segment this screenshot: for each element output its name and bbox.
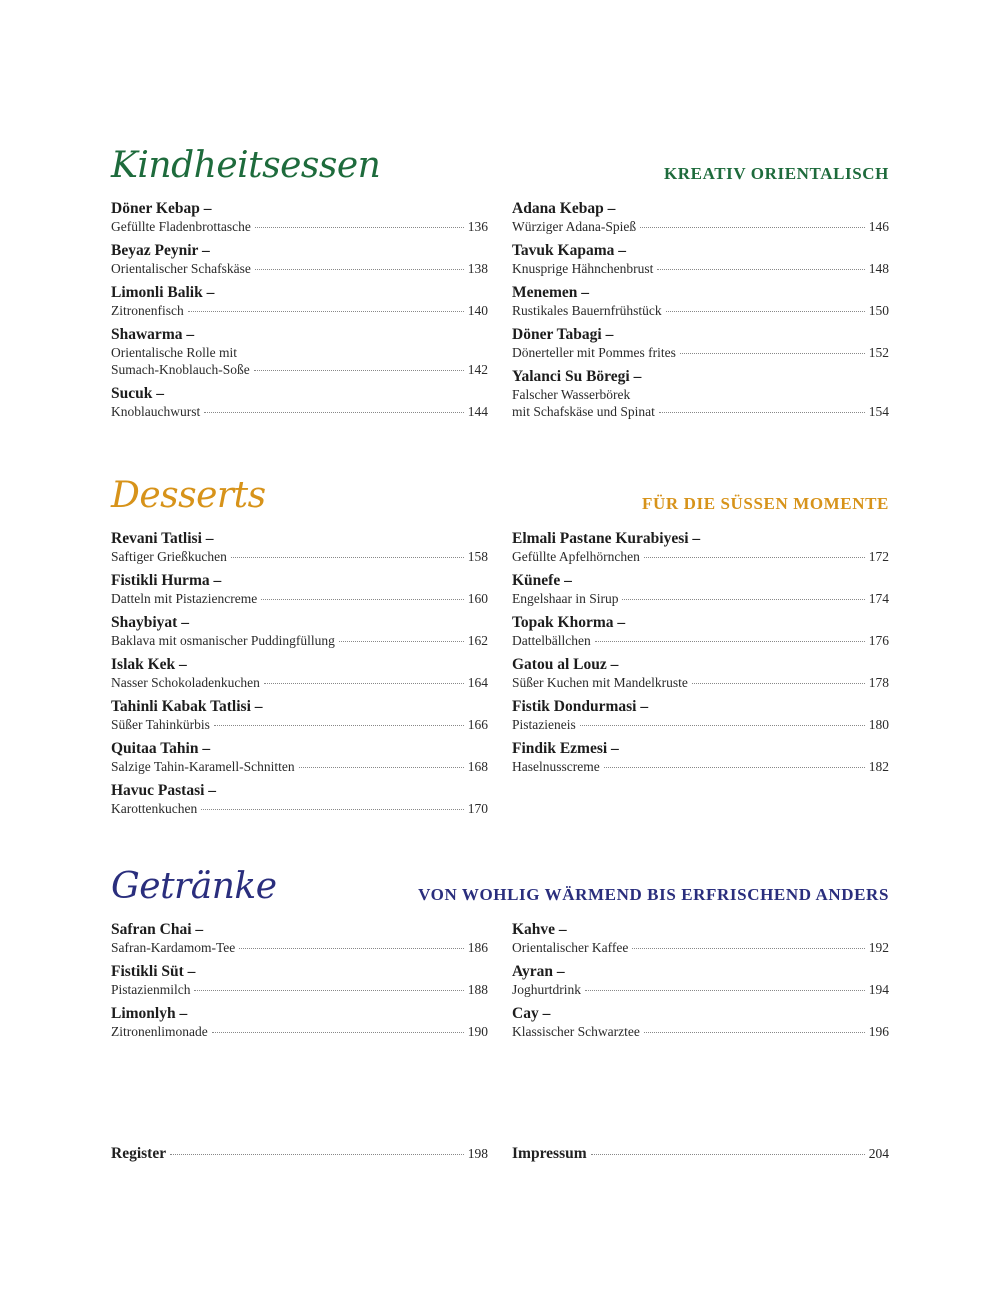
dot-leader [692, 683, 865, 684]
section-subtitle: FÜR DIE SÜSSEN MOMENTE [642, 494, 889, 513]
entries-right-column [512, 200, 889, 427]
toc-entry[interactable] [512, 200, 889, 235]
dot-leader [591, 1154, 865, 1155]
entry-description: Orientalische Rolle mit [111, 345, 237, 360]
dot-leader [585, 990, 865, 991]
entries-left-column [111, 200, 488, 427]
toc-entry[interactable] [111, 284, 488, 319]
entry-description: Knoblauchwurst [111, 404, 201, 419]
entry-title: Menemen – [512, 284, 590, 301]
entry-title: Quitaa Tahin – [111, 740, 211, 757]
toc-entry[interactable] [512, 740, 889, 775]
dot-leader [264, 683, 464, 684]
entries-left-column [111, 530, 488, 824]
entry-title: Revani Tatlisi – [111, 530, 214, 547]
entry-page-number: 170 [467, 801, 488, 816]
entry-page-number: 168 [467, 759, 488, 774]
entry-page-number: 192 [868, 940, 889, 955]
entry-title: Cay – [512, 1005, 551, 1022]
section-getraenke [111, 861, 889, 1039]
entry-page-number: 180 [868, 717, 889, 732]
section-desserts [111, 470, 889, 816]
toc-entry[interactable] [111, 963, 488, 998]
toc-entry[interactable] [512, 921, 889, 956]
dot-leader [595, 641, 865, 642]
entry-description: Knusprige Hähnchenbrust [512, 261, 654, 276]
entry-page-number: 150 [868, 303, 889, 318]
entry-title: Sucuk – [111, 385, 164, 402]
entry-page-number: 164 [467, 675, 488, 690]
entry-description: Orientalischer Schafskäse [111, 261, 251, 276]
toc-entry[interactable] [111, 740, 488, 775]
entry-description: Joghurtdrink [512, 982, 581, 997]
toc-entry[interactable] [512, 530, 889, 565]
entry-title: Tahinli Kabak Tatlisi – [111, 698, 263, 715]
section-title: Desserts [111, 475, 266, 516]
toc-entry[interactable] [512, 963, 889, 998]
entries-right-column [512, 921, 889, 1047]
entry-title: Islak Kek – [111, 656, 187, 673]
toc-entry[interactable] [111, 242, 488, 277]
entry-description: Gefüllte Apfelhörnchen [512, 549, 640, 564]
entry-page-number: 166 [467, 717, 488, 732]
dot-leader [666, 311, 865, 312]
dot-leader [644, 557, 865, 558]
entry-page-number: 172 [868, 549, 889, 564]
section-header [111, 470, 889, 530]
entry-description: Würziger Adana-Spieß [512, 219, 637, 234]
entry-page-number: 136 [467, 219, 488, 234]
entry-description: Falscher Wasserbörek [512, 387, 631, 402]
section-header [111, 861, 889, 921]
entry-description: Haselnusscreme [512, 759, 600, 774]
section-title: Getränke [111, 866, 277, 907]
entry-page-number: 152 [868, 345, 889, 360]
entry-title: Findik Ezmesi – [512, 740, 619, 757]
section-title: Kindheitsessen [111, 145, 381, 186]
entry-title: Elmali Pastane Kurabiyesi – [512, 530, 701, 547]
entry-title: Döner Kebap – [111, 200, 212, 217]
toc-entry[interactable] [512, 326, 889, 361]
impressum-label: Impressum [512, 1145, 587, 1162]
dot-leader [339, 641, 464, 642]
dot-leader [231, 557, 464, 558]
toc-entry[interactable] [111, 572, 488, 607]
entry-page-number: 182 [868, 759, 889, 774]
entry-page-number: 176 [868, 633, 889, 648]
dot-leader [255, 269, 464, 270]
dot-leader [254, 370, 464, 371]
entry-description: Datteln mit Pistaziencreme [111, 591, 258, 606]
section-kindheitsessen [111, 140, 889, 419]
entry-description: Baklava mit osmanischer Puddingfüllung [111, 633, 335, 648]
entry-description: Zitronenlimonade [111, 1024, 208, 1039]
entry-page-number: 188 [467, 982, 488, 997]
entry-page-number: 186 [467, 940, 488, 955]
dot-leader [644, 1032, 865, 1033]
dot-leader [194, 990, 463, 991]
entry-page-number: 178 [868, 675, 889, 690]
toc-entry[interactable] [512, 242, 889, 277]
toc-entry[interactable] [512, 656, 889, 691]
section-subtitle: KREATIV ORIENTALISCH [663, 164, 889, 183]
entry-page-number: 154 [868, 404, 889, 419]
dot-leader [255, 227, 464, 228]
entry-title: Shaybiyat – [111, 614, 189, 631]
dot-leader [580, 725, 865, 726]
entry-title: Ayran – [512, 963, 565, 980]
entry-page-number: 146 [868, 219, 889, 234]
entry-description: Zitronenfisch [111, 303, 184, 318]
dot-leader [632, 948, 864, 949]
entry-title: Safran Chai – [111, 921, 204, 938]
entry-title: Tavuk Kapama – [512, 242, 626, 259]
impressum-entry[interactable] [512, 1145, 889, 1163]
entry-description: Gefüllte Fladenbrottasche [111, 219, 251, 234]
entry-description: Rustikales Bauernfrühstück [512, 303, 662, 318]
entry-description: Sumach-Knoblauch-Soße [111, 362, 250, 377]
toc-entry[interactable] [512, 698, 889, 733]
dot-leader [188, 311, 464, 312]
register-entry[interactable] [111, 1145, 488, 1163]
toc-entry[interactable] [111, 921, 488, 956]
toc-entry[interactable] [111, 326, 488, 378]
dot-leader [622, 599, 864, 600]
entry-description: Süßer Kuchen mit Mandelkruste [512, 675, 688, 690]
entry-page-number: 194 [868, 982, 889, 997]
toc-entry[interactable] [111, 614, 488, 649]
entry-description: Pistazieneis [512, 717, 576, 732]
entry-page-number: 142 [467, 362, 488, 377]
entry-page-number: 148 [868, 261, 889, 276]
entry-page-number: 174 [868, 591, 889, 606]
toc-entry[interactable] [111, 530, 488, 565]
entry-title: Künefe – [512, 572, 572, 589]
entry-title: Döner Tabagi – [512, 326, 614, 343]
dot-leader [680, 353, 865, 354]
toc-entry[interactable] [512, 284, 889, 319]
entry-title: Limonli Balik – [111, 284, 215, 301]
dot-leader [659, 412, 865, 413]
entries-left-column [111, 921, 488, 1047]
dot-leader [170, 1154, 464, 1155]
entry-page-number: 160 [467, 591, 488, 606]
dot-leader [201, 809, 464, 810]
toc-entry[interactable] [111, 1005, 488, 1040]
toc-entry[interactable] [111, 385, 488, 420]
impressum-page-number: 204 [868, 1146, 889, 1161]
entry-page-number: 196 [868, 1024, 889, 1039]
entry-description: Orientalischer Kaffee [512, 940, 629, 955]
entry-title: Adana Kebap – [512, 200, 616, 217]
dot-leader [657, 269, 864, 270]
dot-leader [212, 1032, 464, 1033]
entry-description: Pistazienmilch [111, 982, 191, 997]
dot-leader [604, 767, 865, 768]
entry-description: Klassischer Schwarztee [512, 1024, 640, 1039]
toc-entry[interactable] [512, 368, 889, 420]
dot-leader [214, 725, 464, 726]
entry-page-number: 190 [467, 1024, 488, 1039]
entry-title: Beyaz Peynir – [111, 242, 210, 259]
entry-title: Kahve – [512, 921, 567, 938]
entry-description: Dattelbällchen [512, 633, 591, 648]
entry-title: Fistikli Süt – [111, 963, 196, 980]
toc-entry[interactable] [111, 782, 488, 817]
entry-description: Karottenkuchen [111, 801, 198, 816]
entry-title: Limonlyh – [111, 1005, 188, 1022]
entry-title: Havuc Pastasi – [111, 782, 217, 799]
register-label: Register [111, 1145, 167, 1162]
toc-entry[interactable] [512, 614, 889, 649]
toc-entry[interactable] [111, 698, 488, 733]
dot-leader [239, 948, 464, 949]
entry-description: Dönerteller mit Pommes frites [512, 345, 676, 360]
entry-description: Saftiger Grießkuchen [111, 549, 227, 564]
entry-title: Shawarma – [111, 326, 195, 343]
entry-description: Nasser Schokoladenkuchen [111, 675, 260, 690]
entry-page-number: 140 [467, 303, 488, 318]
toc-entry[interactable] [111, 656, 488, 691]
dot-leader [261, 599, 464, 600]
entry-title: Fistikli Hurma – [111, 572, 222, 589]
entry-title: Topak Khorma – [512, 614, 626, 631]
toc-entry[interactable] [111, 200, 488, 235]
entry-description: mit Schafskäse und Spinat [512, 404, 655, 419]
dot-leader [204, 412, 464, 413]
dot-leader [640, 227, 865, 228]
entry-title: Fistik Dondurmasi – [512, 698, 649, 715]
toc-entry[interactable] [512, 1005, 889, 1040]
toc-entry[interactable] [512, 572, 889, 607]
entry-description: Süßer Tahinkürbis [111, 717, 210, 732]
section-subtitle: VON WOHLIG WÄRMEND BIS ERFRISCHEND ANDERS [418, 885, 889, 904]
dot-leader [299, 767, 464, 768]
entry-description: Salzige Tahin-Karamell-Schnitten [111, 759, 295, 774]
entries-right-column [512, 530, 889, 782]
entry-title: Yalanci Su Böregi – [512, 368, 642, 385]
section-header [111, 140, 889, 200]
entry-description: Engelshaar in Sirup [512, 591, 619, 606]
register-page-number: 198 [467, 1146, 488, 1161]
entry-page-number: 158 [467, 549, 488, 564]
entry-title: Gatou al Louz – [512, 656, 619, 673]
entry-page-number: 162 [467, 633, 488, 648]
entry-description: Safran-Kardamom-Tee [111, 940, 236, 955]
entry-page-number: 138 [467, 261, 488, 276]
entry-page-number: 144 [467, 404, 488, 419]
